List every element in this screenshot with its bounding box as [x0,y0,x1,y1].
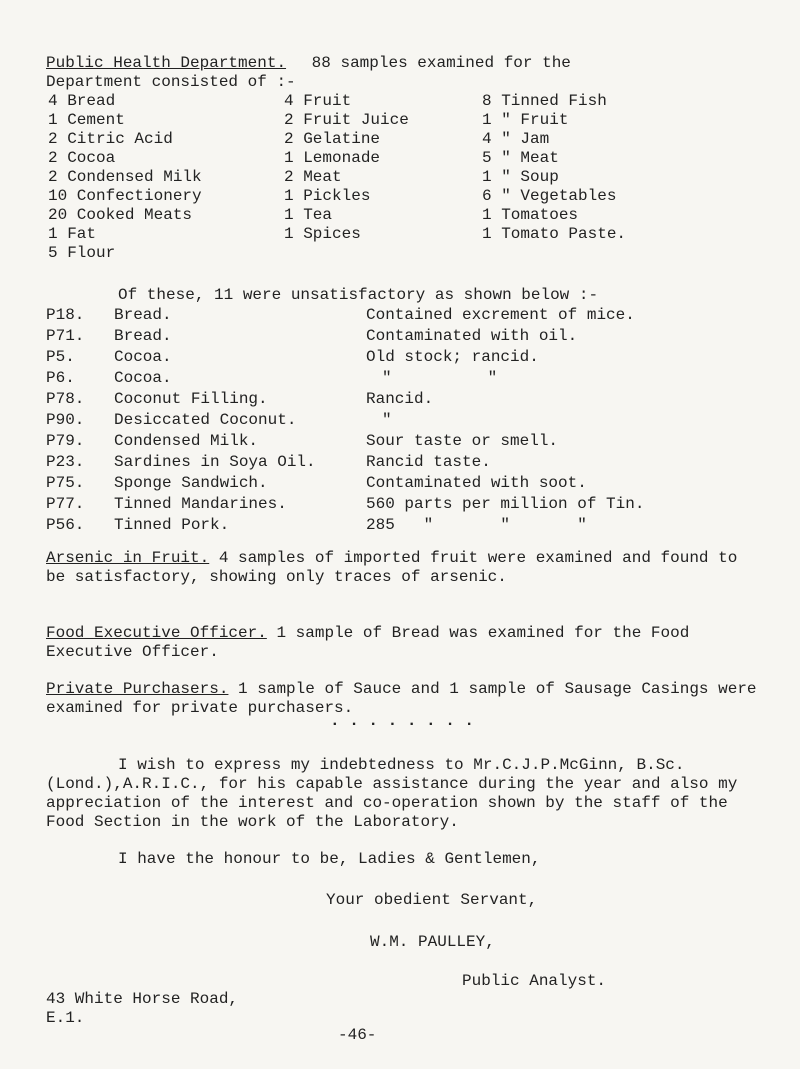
list-item: 5 " Meat [482,149,559,167]
sample-item: Bread. [114,306,172,324]
list-item: 6 " Vegetables [482,187,617,205]
sample-item: Desiccated Coconut. [114,411,297,429]
sample-reason: Contaminated with oil. [366,327,578,345]
sample-item: Sponge Sandwich. [114,474,268,492]
signatory-name: W.M. PAULLEY, [370,933,495,951]
list-item: 2 Fruit Juice [284,111,409,129]
table-row [46,306,766,327]
sample-item: Cocoa. [114,369,172,387]
table-row [46,516,766,537]
sample-code: P77. [46,495,85,513]
list-item: 1 Lemonade [284,149,381,167]
sample-reason: 285 " " " [366,516,587,534]
sample-reason: Rancid. [366,390,434,408]
sample-reason: Sour taste or smell. [366,432,559,450]
list-item: 1 " Fruit [482,111,569,129]
samples-column-3 [482,92,626,244]
sample-code: P75. [46,474,85,492]
section-heading-food-executive: Food Executive Officer. [46,624,267,642]
table-row [46,327,766,348]
closing-honour: I have the honour to be, Ladies & Gentlemen, [118,850,541,868]
table-row [46,474,766,495]
sample-code: P5. [46,348,75,366]
list-item: 20 Cooked Meats [48,206,193,224]
table-row [46,390,766,411]
section-heading-private-purchasers: Private Purchasers. [46,680,229,698]
sample-reason: Contaminated with soot. [366,474,587,492]
list-item: 4 Bread [48,92,116,110]
list-item: 2 Cocoa [48,149,116,167]
sample-code: P78. [46,390,85,408]
sample-reason: Old stock; rancid. [366,348,539,366]
list-item: 5 Flour [48,244,116,262]
sample-code: P6. [46,369,75,387]
sample-item: Bread. [114,327,172,345]
separator: . . . . . . . . [330,712,475,730]
samples-column-2 [284,92,409,244]
list-item: 2 Citric Acid [48,130,173,148]
sample-item: Tinned Mandarines. [114,495,287,513]
sample-item: Sardines in Soya Oil. [114,453,316,471]
table-row [46,495,766,516]
intro-text-1: 88 samples examined for the [311,54,571,72]
section-heading-public-health: Public Health Department. [46,54,287,72]
sample-reason: Rancid taste. [366,453,491,471]
list-item: 8 Tinned Fish [482,92,607,110]
samples-column-1 [48,92,202,263]
list-item: 1 Tomato Paste. [482,225,627,243]
sample-code: P90. [46,411,85,429]
page-number: -46- [338,1026,377,1044]
sample-item: Condensed Milk. [114,432,259,450]
private-purchasers-text: 1 sample of Sauce and 1 sample of Sausage Casings were examined for private purchasers. [46,680,757,717]
sample-reason: Contained excrement of mice. [366,306,635,324]
section-heading-arsenic: Arsenic in Fruit. [46,549,210,567]
food-executive-section [46,624,760,662]
list-item: 1 " Soup [482,168,559,186]
intro-line-2: Department consisted of :- [46,73,296,91]
list-item: 10 Confectionery [48,187,202,205]
closing-obedient: Your obedient Servant, [326,891,538,909]
unsatisfactory-intro: Of these, 11 were unsatisfactory as shown below :- [118,286,599,304]
list-item: 1 Tomatoes [482,206,579,224]
sample-code: P23. [46,453,85,471]
sample-reason: " [382,411,392,429]
table-row [46,411,766,432]
list-item: 4 " Jam [482,130,550,148]
signatory-title: Public Analyst. [462,972,607,990]
arsenic-section [46,549,760,587]
arsenic-text: 4 samples of imported fruit were examined and found to be satisfactory, showing only traces of arsenic. [46,549,738,586]
sample-code: P79. [46,432,85,450]
sample-item: Tinned Pork. [114,516,230,534]
list-item: 2 Meat [284,168,342,186]
list-item: 1 Fat [48,225,97,243]
address-line-2: E.1. [46,1009,85,1027]
table-row [46,348,766,369]
sample-reason: 560 parts per million of Tin. [366,495,645,513]
intro-line-1 [46,54,571,73]
food-executive-text: 1 sample of Bread was examined for the Food Executive Officer. [46,624,690,661]
sample-item: Cocoa. [114,348,172,366]
sample-code: P56. [46,516,85,534]
list-item: 2 Gelatine [284,130,381,148]
list-item: 1 Tea [284,206,333,224]
sample-item: Coconut Filling. [114,390,268,408]
sample-reason: " " [382,369,498,387]
list-item: 1 Cement [48,111,125,129]
list-item: 4 Fruit [284,92,352,110]
list-item: 1 Spices [284,225,361,243]
sample-code: P71. [46,327,85,345]
table-row [46,369,766,390]
sample-code: P18. [46,306,85,324]
list-item: 2 Condensed Milk [48,168,202,186]
acknowledgement: I wish to express my indebtedness to Mr.C.J.P.McGinn, B.Sc.(Lond.),A.R.I.C., for his capable assistance during the year and also my appreciation of the interest and co-operation shown by the staff of the Food Section in the work of the Laboratory. [46,756,738,831]
address-line-1: 43 White Horse Road, [46,990,239,1008]
table-row [46,432,766,453]
table-row [46,453,766,474]
list-item: 1 Pickles [284,187,371,205]
